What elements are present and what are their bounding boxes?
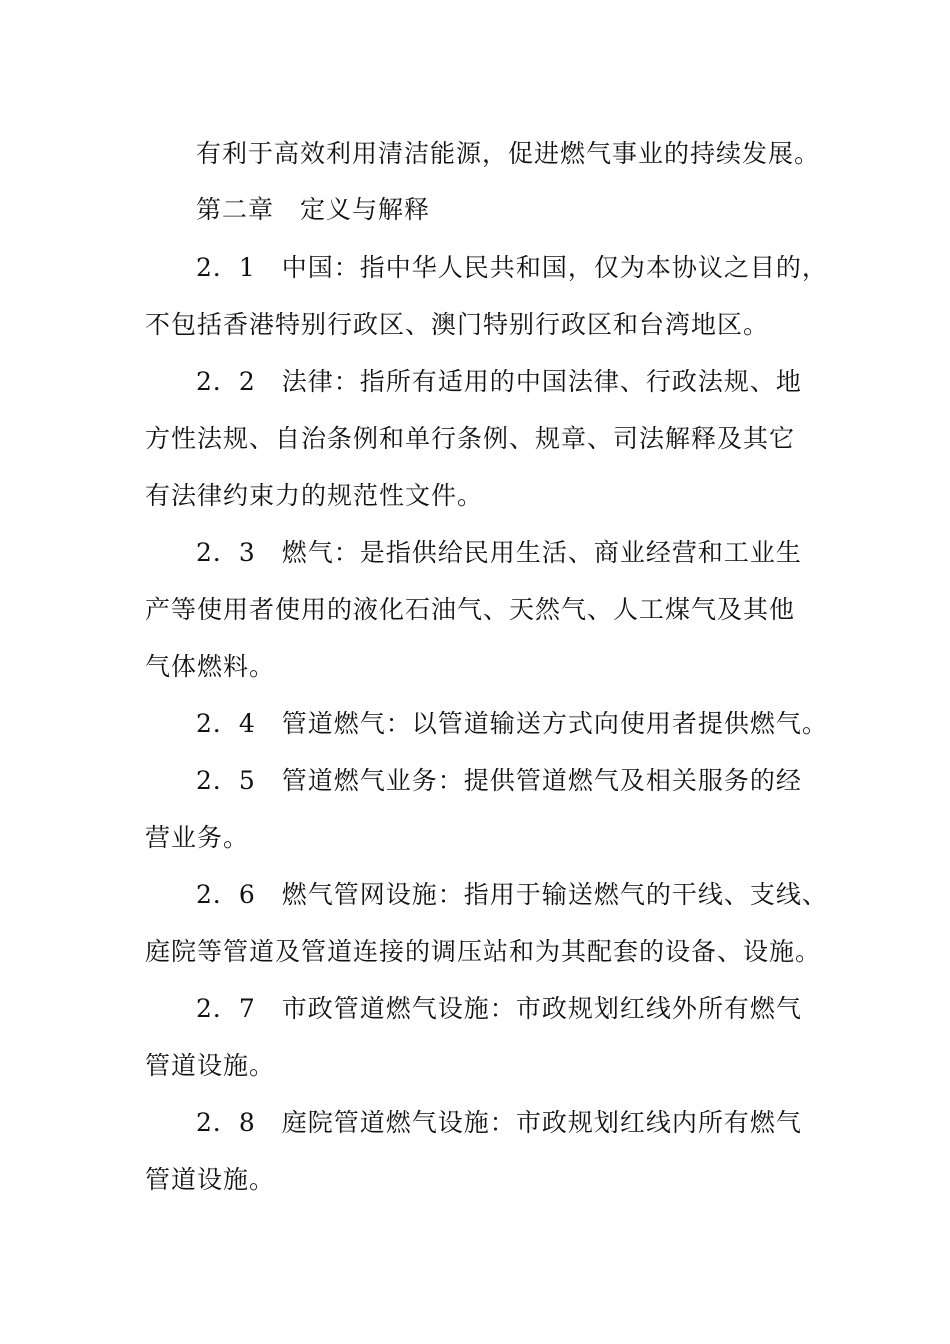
clause-2-8-line: 2．8 庭院管道燃气设施：市政规划红线内所有燃气: [196, 1108, 802, 1137]
clause-2-5-line: 营业务。: [145, 823, 250, 852]
clause-2-2-line: 有法律约束力的规范性文件。: [145, 481, 484, 510]
clause-2-8-line: 管道设施。: [145, 1165, 276, 1194]
chapter-heading: 第二章 定义与解释: [196, 195, 431, 224]
clause-2-1-line: 不包括香港特别行政区、澳门特别行政区和台湾地区。: [145, 310, 770, 339]
clause-2-3-line: 2．3 燃气：是指供给民用生活、商业经营和工业生: [196, 538, 802, 567]
clause-2-2-line: 方性法规、自治条例和单行条例、规章、司法解释及其它: [145, 424, 796, 453]
clause-2-1-line: 2．1 中国：指中华人民共和国，仅为本协议之目的，: [196, 253, 828, 282]
clause-2-6-line: 庭院等管道及管道连接的调压站和为其配套的设备、设施。: [145, 937, 822, 966]
paragraph-line: 有利于高效利用清洁能源，促进燃气事业的持续发展。: [196, 139, 821, 168]
clause-2-4-line: 2．4 管道燃气：以管道输送方式向使用者提供燃气。: [196, 709, 828, 738]
clause-2-3-line: 产等使用者使用的液化石油气、天然气、人工煤气及其他: [145, 595, 796, 624]
clause-2-3-line: 气体燃料。: [145, 652, 276, 681]
clause-2-7-line: 2．7 市政管道燃气设施：市政规划红线外所有燃气: [196, 994, 802, 1023]
clause-2-5-line: 2．5 管道燃气业务：提供管道燃气及相关服务的经: [196, 766, 802, 795]
clause-2-6-line: 2．6 燃气管网设施：指用于输送燃气的干线、支线、: [196, 880, 828, 909]
clause-2-7-line: 管道设施。: [145, 1051, 276, 1080]
clause-2-2-line: 2．2 法律：指所有适用的中国法律、行政法规、地: [196, 367, 802, 396]
